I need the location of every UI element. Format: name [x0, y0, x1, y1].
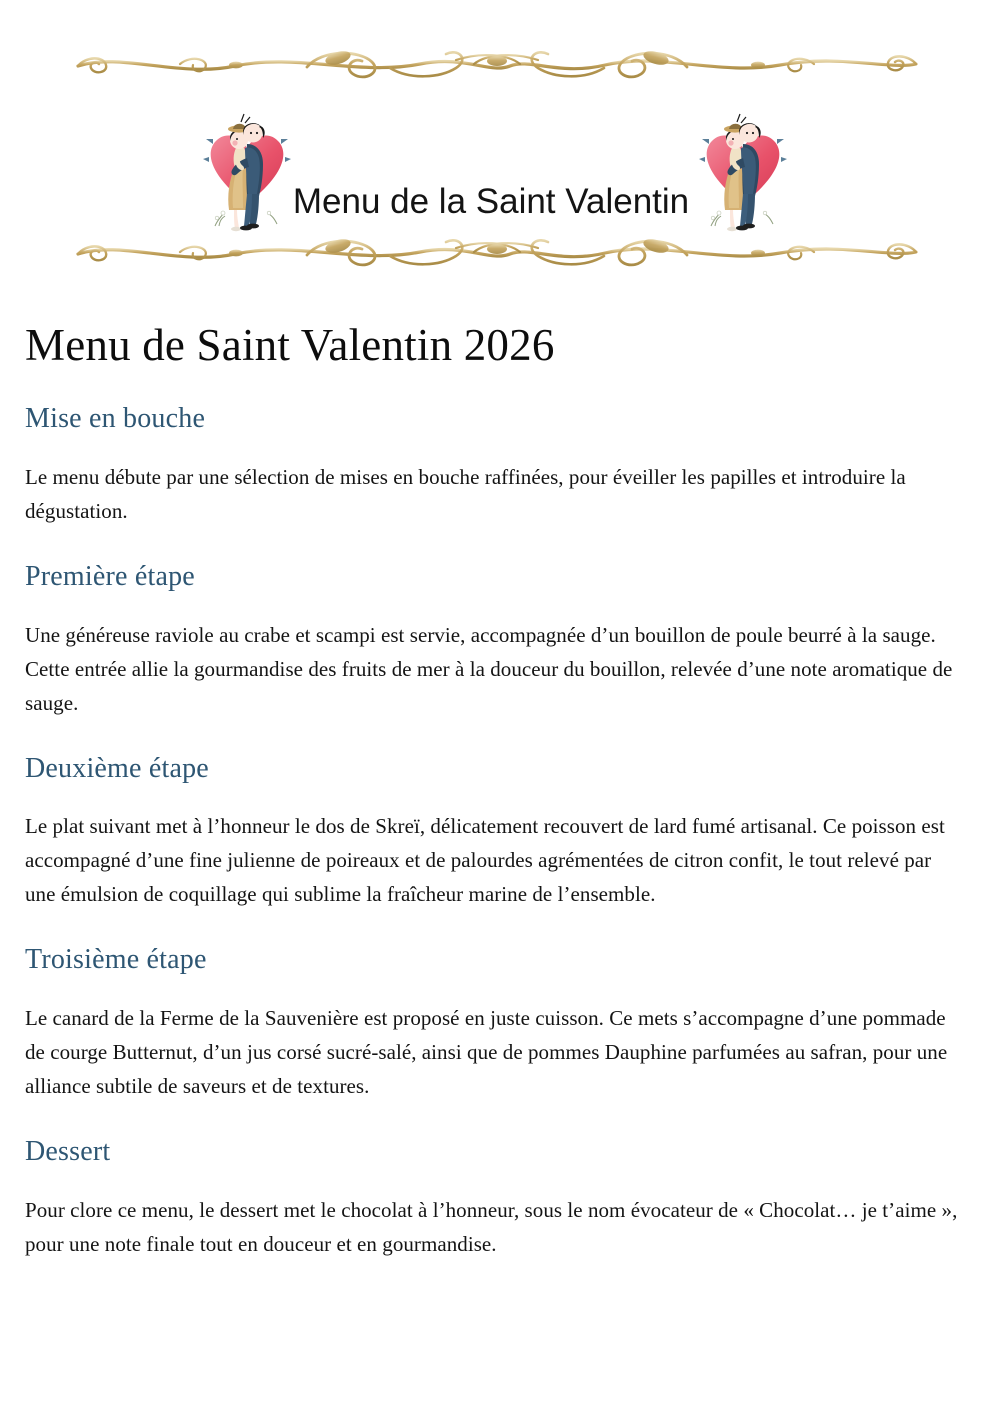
section-mise-en-bouche [25, 402, 965, 528]
couple-heart-illustration-icon [697, 100, 789, 232]
section-body: Le menu débute par une sélection de mises en bouche raffinées, pour éveiller les papilles et introduire la dégustation. [25, 464, 906, 523]
gold-flourish-divider-icon [60, 44, 930, 86]
section-dessert [25, 1135, 965, 1261]
section-body: Pour clore ce menu, le dessert met le chocolat à l’honneur, sous le nom évocateur de « Chocolat… je t’aime », pour une note finale tout en douceur et en gourmandise. [25, 1197, 958, 1256]
section-troisieme-etape [25, 943, 965, 1103]
menu-document [0, 290, 990, 1261]
gold-flourish-divider-icon [60, 232, 930, 274]
couple-heart-illustration-icon [201, 100, 293, 232]
section-heading: Dessert [25, 1135, 111, 1167]
section-heading: Première étape [25, 561, 195, 593]
section-heading: Troisième étape [25, 944, 207, 976]
section-premiere-etape [25, 560, 965, 720]
page-title: Menu de Saint Valentin 2026 [25, 320, 555, 370]
section-body: Le canard de la Ferme de la Sauvenière est proposé en juste cuisson. Ce mets s’accompagne d’une pommade de courge Butternut, d’un jus corsé sucré-salé, ainsi que de pommes Dauphine parfumées au safran, pour une alliance subtile de saveurs et de textures. [25, 1005, 948, 1098]
section-body: Une généreuse raviole au crabe et scampi est servie, accompagnée d’un bouillon de poule beurré à la sauge. Cette entrée allie la gourmandise des fruits de mer à la douceur du bouillon, relevée d’une note aromatique de sauge. [25, 622, 953, 715]
banner-content [0, 92, 990, 232]
section-deuxieme-etape [25, 752, 965, 912]
header-banner [0, 0, 990, 290]
section-heading: Deuxième étape [25, 752, 209, 784]
section-body: Le plat suivant met à l’honneur le dos de Skreï, délicatement recouvert de lard fumé artisanal. Ce poisson est accompagné d’une fine julienne de poireaux et de palourdes agrémentées de citron confit, le tout relevé par une émulsion de coquillage qui sublime la fraîcheur marine de l’ensemble. [25, 814, 945, 907]
section-heading: Mise en bouche [25, 403, 206, 435]
banner-title: Menu de la Saint Valentin [292, 182, 690, 221]
